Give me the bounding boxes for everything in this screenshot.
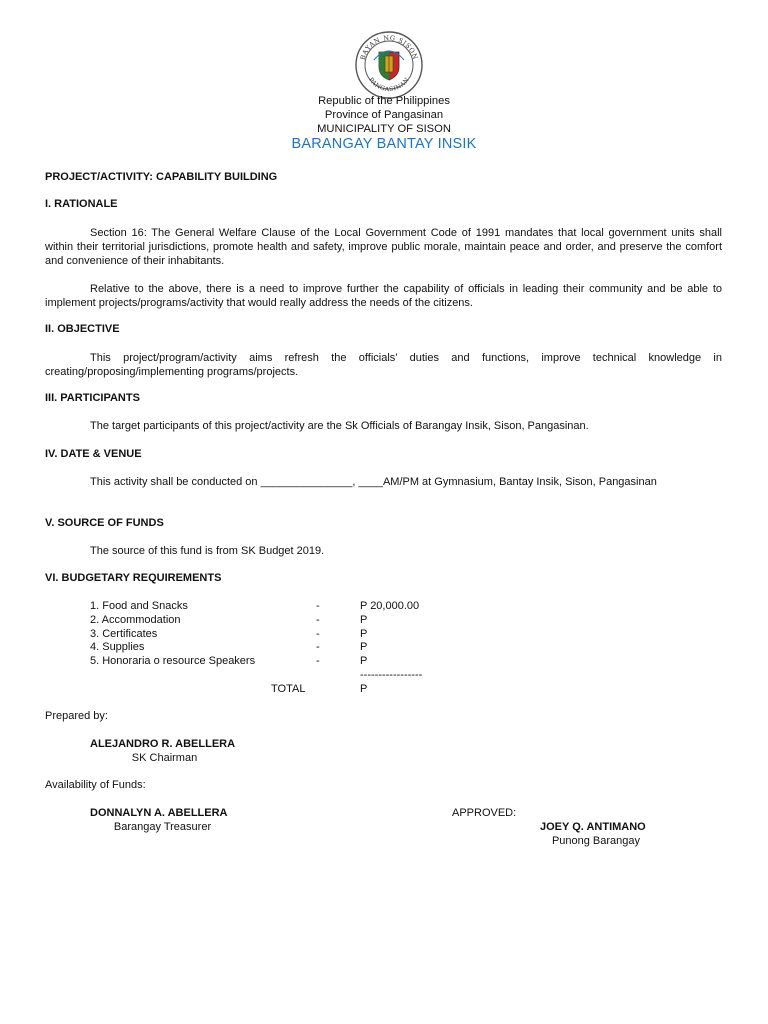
budget-item-dash: - [316, 628, 320, 640]
approver-name: JOEY Q. ANTIMANO [540, 821, 646, 833]
prepared-by-label: Prepared by: [45, 710, 108, 722]
header-barangay: BARANGAY BANTAY INSIK [291, 136, 477, 152]
funds-heading: V. SOURCE OF FUNDS [45, 517, 164, 529]
preparer-name: ALEJANDRO R. ABELLERA [90, 738, 236, 750]
budget-row [90, 600, 450, 614]
treasurer-title: Barangay Treasurer [113, 821, 212, 833]
budget-item-dash: - [316, 600, 320, 612]
budget-item-amount: P [360, 628, 368, 640]
approved-label: APPROVED: [452, 807, 517, 819]
budget-item-dash: - [316, 641, 320, 653]
objective-paragraph: This project/program/activity aims refresh the officials’ duties and functions, improve technical knowledge in creating/proposing/implementing programs/projects. [45, 352, 722, 378]
budget-row [90, 655, 450, 669]
date-venue-paragraph: This activity shall be conducted on _______________, ____AM/PM at Gymnasium, Bantay Insik, Sison, Pangasinan [90, 476, 657, 488]
header-municipality: MUNICIPALITY OF SISON [317, 123, 451, 135]
budget-row [90, 641, 450, 655]
budget-item-amount: P 20,000.00 [360, 600, 420, 612]
budget-heading: VI. BUDGETARY REQUIREMENTS [45, 572, 222, 584]
approver-title: Punong Barangay [551, 835, 641, 847]
budget-item-amount: P [360, 641, 368, 653]
budget-row [90, 614, 450, 628]
header-republic: Republic of the Philippines [318, 95, 450, 107]
seal-bottom-text: PANGASINAN [367, 76, 411, 94]
budget-row [90, 628, 450, 642]
budget-item-label: 3. Certificates [90, 628, 158, 640]
participants-heading: III. PARTICIPANTS [45, 392, 140, 404]
project-title: PROJECT/ACTIVITY: CAPABILITY BUILDING [45, 171, 278, 183]
rationale-paragraph-2: Relative to the above, there is a need to improve further the capability of officials in leading their community and be able to implement projects/programs/activity that would really address the needs of the citizens. [45, 283, 722, 309]
budget-total-label: TOTAL [271, 683, 306, 695]
budget-item-label: 2. Accommodation [90, 614, 181, 626]
objective-heading: II. OBJECTIVE [45, 323, 120, 335]
budget-item-amount: P [360, 655, 368, 667]
budget-item-label: 5. Honoraria o resource Speakers [90, 655, 256, 667]
date-venue-heading: IV. DATE & VENUE [45, 448, 142, 460]
treasurer-name: DONNALYN A. ABELLERA [90, 807, 228, 819]
rationale-heading: I. RATIONALE [45, 198, 118, 210]
participants-paragraph: The target participants of this project/activity are the Sk Officials of Barangay Insik, Sison, Pangasinan. [90, 420, 589, 432]
budget-item-dash: - [316, 655, 320, 667]
budget-item-amount: P [360, 614, 368, 626]
budget-total-amount: P [360, 683, 368, 695]
budget-separator: ----------------- [360, 669, 423, 681]
budget-item-label: 4. Supplies [90, 641, 145, 653]
budget-item-label: 1. Food and Snacks [90, 600, 188, 612]
header-province: Province of Pangasinan [324, 109, 444, 121]
availability-label: Availability of Funds: [45, 779, 146, 791]
barangay-seal-logo [354, 30, 424, 100]
rationale-paragraph-1: Section 16: The General Welfare Clause of the Local Government Code of 1991 mandates that local government units shall within their territorial jurisdictions, promote health and safety, improve public morale, maintain peace and order, and preserve the comfort and convenience of their inhabitants. [45, 227, 722, 267]
budget-item-dash: - [316, 614, 320, 626]
preparer-title: SK Chairman [131, 752, 198, 764]
seal-top-text: BAYAN NG SISON [358, 33, 420, 61]
funds-paragraph: The source of this fund is from SK Budget 2019. [90, 545, 325, 557]
